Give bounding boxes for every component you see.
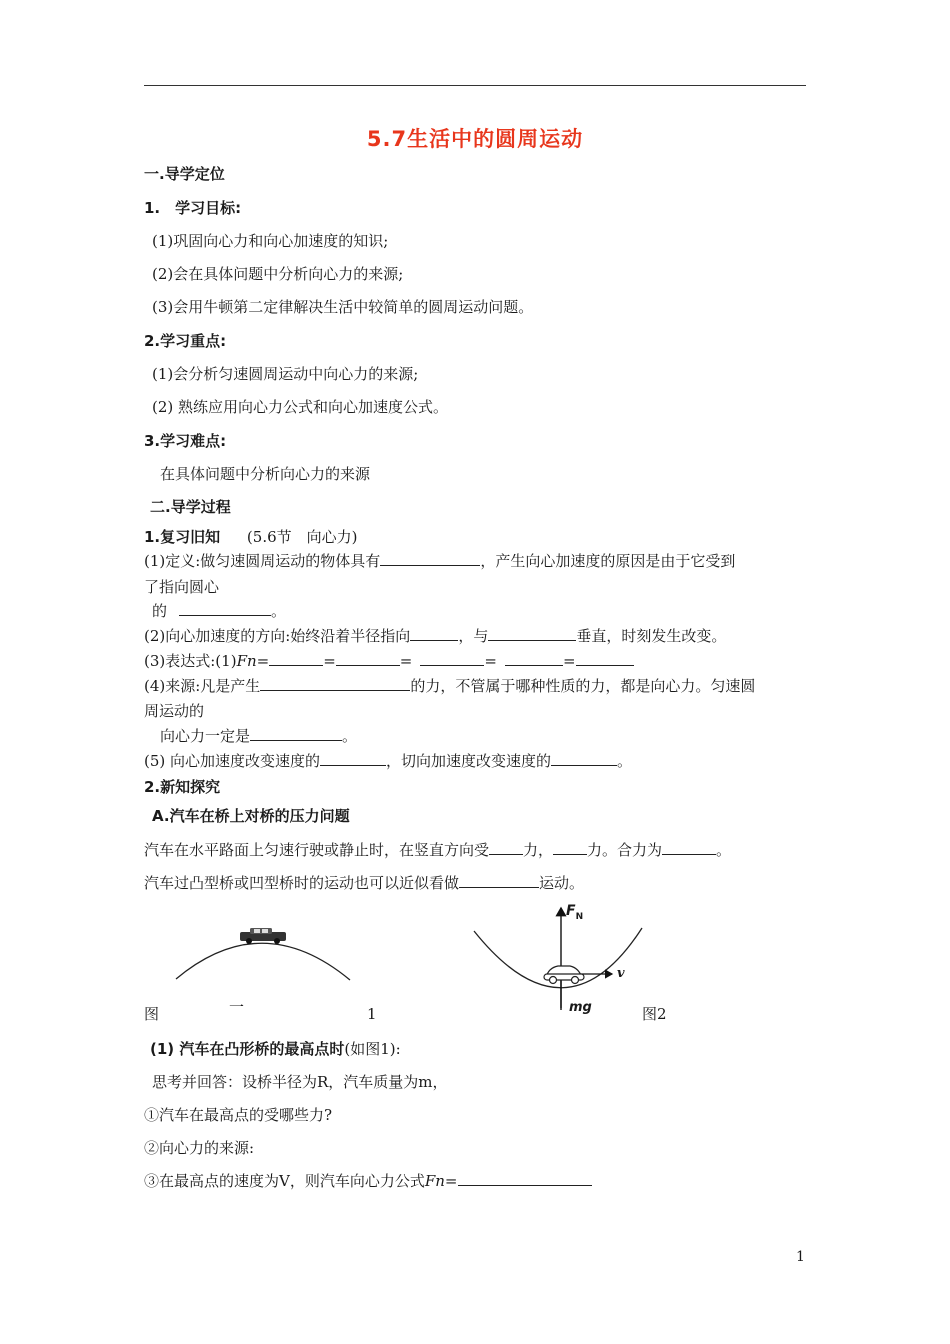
section1-heading: 一.导学定位 [144, 165, 225, 183]
paragraph-bridge-motion: 汽车过凸型桥或凹型桥时的运动也可以近似看做 运动。 [144, 874, 585, 892]
convex-bridge-arc [176, 943, 350, 980]
gravity-label: mg [569, 1000, 592, 1015]
new-knowledge-heading: 2.新知探究 [144, 778, 221, 796]
blank[interactable] [553, 840, 587, 855]
review-item-2: (2)向心加速度的方向:始终沿着半径指向 ，与 垂直，时刻发生改变。 [144, 627, 727, 645]
review-item-3: (3)表达式:(1)Fn= = = = = [144, 651, 634, 671]
blank[interactable] [505, 651, 563, 666]
review-line [144, 527, 357, 547]
blank[interactable] [260, 676, 410, 691]
blank[interactable] [410, 626, 458, 641]
review-item-1-cont: 了指向圆心 [144, 578, 220, 596]
review-item-1: (1)定义:做匀速圆周运动的物体具有 ，产生向心加速度的原因是由于它受到 [144, 552, 736, 570]
difficulty-heading: 3.学习难点: [144, 432, 227, 450]
blank[interactable] [320, 751, 386, 766]
review-item-4-end: 向心力一定是 。 [160, 727, 358, 745]
review-item-1-end: 的 。 [152, 602, 287, 620]
blank[interactable] [250, 726, 342, 741]
goal-2: (2)会在具体问题中分析向心力的来源; [152, 265, 404, 283]
blank[interactable] [459, 873, 539, 888]
difficulty-text: 在具体问题中分析向心力的来源 [160, 465, 371, 483]
key-heading: 2.学习重点: [144, 332, 227, 350]
question-intro: 思考并回答：设桥半径为R，汽车质量为m， [152, 1073, 448, 1091]
blank[interactable] [380, 551, 480, 566]
blank[interactable] [488, 626, 576, 641]
blank[interactable] [420, 651, 484, 666]
car-icon [544, 966, 584, 984]
figure-2-label: 图2 [642, 1005, 667, 1023]
figure-1-label-b: 一 [229, 998, 245, 1016]
question-3: ③在最高点的速度为V，则汽车向心力公式Fn= [144, 1171, 592, 1191]
review-item-4-cont: 周运动的 [144, 702, 205, 720]
page-number: 1 [796, 1249, 805, 1265]
blank[interactable] [179, 601, 271, 616]
paragraph-horizontal-road: 汽车在水平路面上匀速行驶或静止时，在竖直方向受 力， 力。合力为 。 [144, 841, 732, 859]
blank[interactable] [662, 840, 716, 855]
review-item-4: (4)来源:凡是产生 的力，不管属于哪种性质的力，都是向心力。匀速圆 [144, 677, 756, 695]
goal-1: (1)巩固向心力和向心加速度的知识; [152, 232, 389, 250]
blank[interactable] [458, 1171, 592, 1186]
car-icon [240, 928, 286, 944]
normal-force-label: $F_N$ [566, 903, 584, 922]
section2-heading: 二.导学过程 [150, 498, 231, 516]
figure-2-concave-bridge [466, 898, 656, 1018]
velocity-label: v [617, 966, 625, 981]
blank[interactable] [576, 651, 634, 666]
header-rule [144, 85, 806, 86]
review-heading: 1.复习旧知 [144, 528, 221, 546]
question-1: ①汽车在最高点的受哪些力? [144, 1106, 333, 1124]
question-heading: (1) 汽车在凸形桥的最高点时(如图1): [150, 1040, 401, 1058]
figure-1-convex-bridge [170, 925, 360, 985]
goals-heading: 1. 学习目标: [144, 199, 242, 217]
key-2: (2) 熟练应用向心力公式和向心加速度公式。 [152, 398, 449, 416]
review-ref: (5.6节 向心力) [246, 528, 358, 546]
blank[interactable] [269, 651, 323, 666]
question-2: ②向心力的来源: [144, 1139, 255, 1157]
page-title: 5.7生活中的圆周运动 [366, 127, 584, 151]
blank[interactable] [551, 751, 617, 766]
figure-1-label-c: 1 [367, 1005, 377, 1023]
blank[interactable] [336, 651, 400, 666]
key-1: (1)会分析匀速圆周运动中向心力的来源; [152, 365, 419, 383]
review-item-5: (5) 向心加速度改变速度的 ，切向加速度改变速度的 。 [144, 752, 633, 770]
goal-3: (3)会用牛顿第二定律解决生活中较简单的圆周运动问题。 [152, 298, 534, 316]
figure-1-label-a: 图 [144, 1005, 160, 1023]
blank[interactable] [489, 840, 523, 855]
subsection-a-heading: A.汽车在桥上对桥的压力问题 [152, 807, 350, 825]
